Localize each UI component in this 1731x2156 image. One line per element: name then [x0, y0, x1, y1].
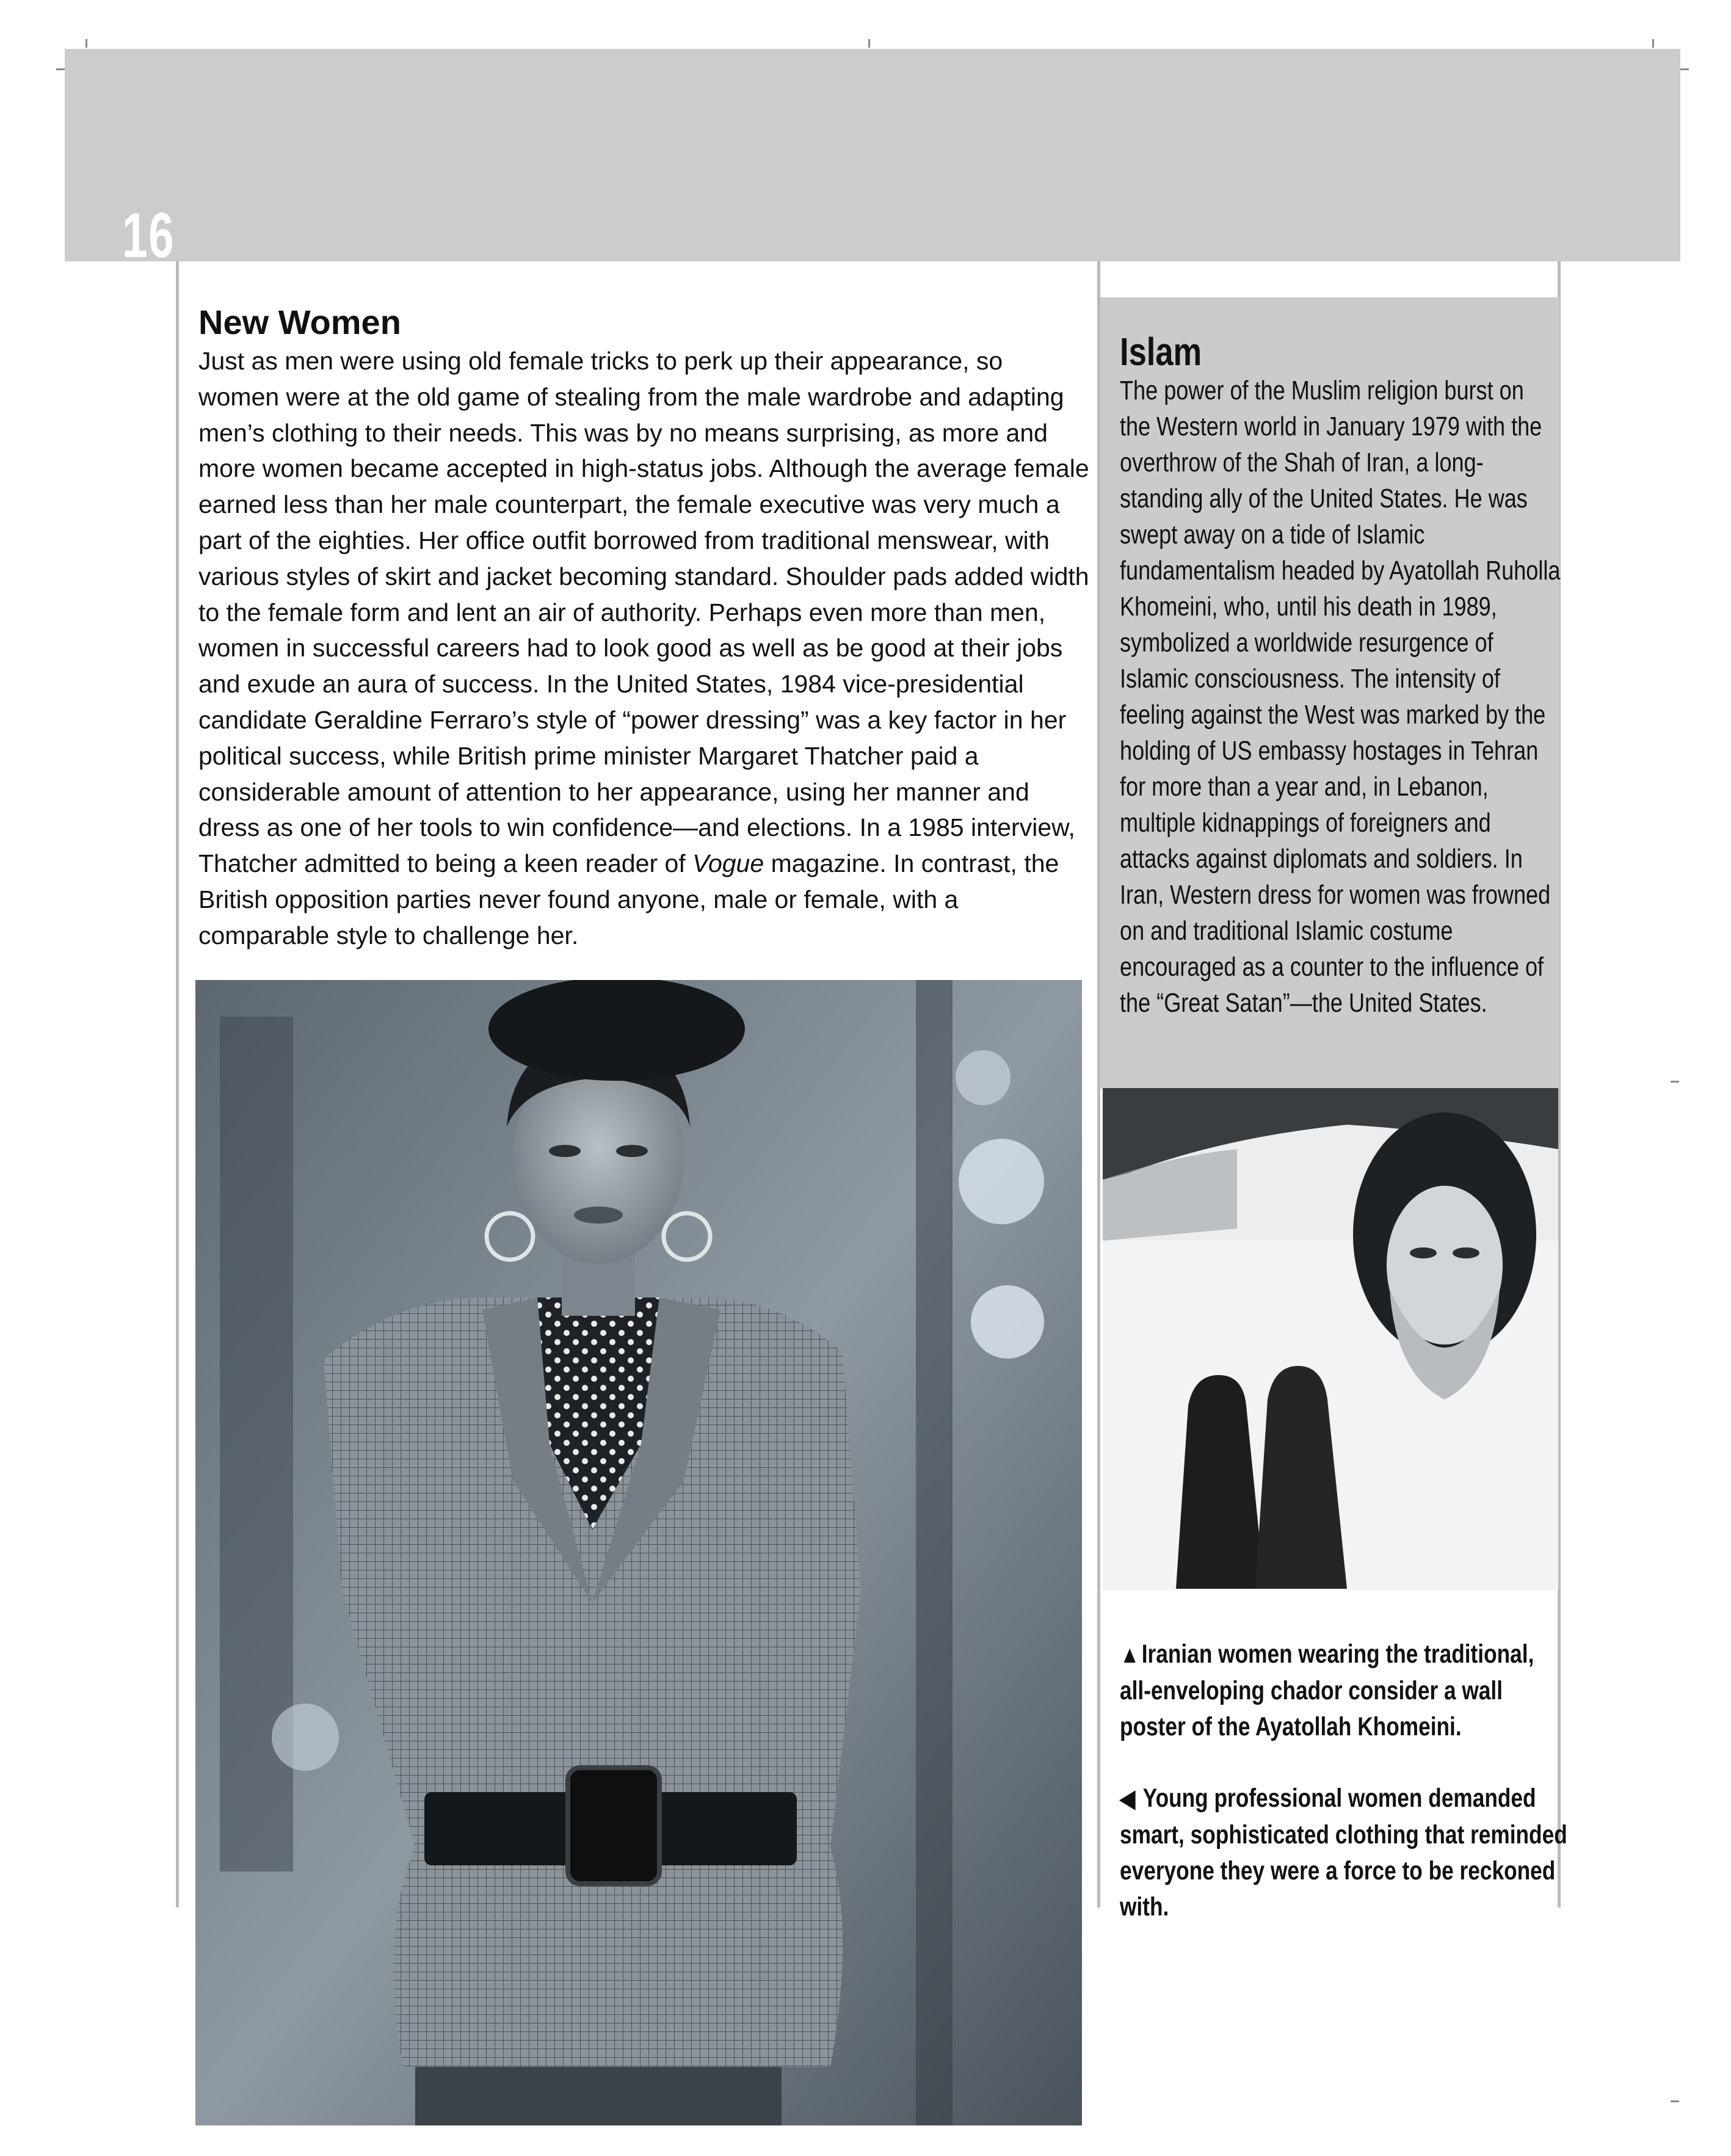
crop-mark	[56, 68, 65, 70]
crop-mark	[1671, 2100, 1679, 2102]
sidebar-text: The power of the Muslim religion burst on the Western world in January 1979 with the overthrow of the Shah of Iran, a long-standing ally of the United States. He was swept away on a tide of Islamic fundamentalism headed by Ayatollah Ruholla Khomeini, who, until his death in 1989, symbolized a worldwide resurgence of Islamic consciousness. The intensity of feeling against the West was marked by the holding of US embassy hostages in Tehran for more than a year and, in Lebanon, multiple kidnappings of foreigners and attacks against diplomats and soldiers. In Iran, Western dress for women was frowned on and traditional Islamic costume encouraged as a counter to the influence of the “Great Satan”—the United States.	[1120, 376, 1561, 1018]
crop-mark	[1652, 39, 1654, 48]
photo-professional-woman	[195, 980, 1082, 2125]
photo-iranian-women	[1103, 1088, 1558, 1590]
column-rule-left	[176, 261, 179, 1907]
article-title: New Women	[198, 303, 401, 341]
caption-iranian-women	[1120, 1636, 1568, 1745]
sidebar-body	[1120, 372, 1561, 1021]
crop-mark	[1671, 1081, 1679, 1083]
article-text: Just as men were using old female tricks to perk up their appearance, so women were at the old game of stealing from the male wardrobe and adapting men’s clothing to their needs. This was by no means surprising, as more and more women became accepted in high-status jobs. Although the average female earned less than her male counterpart, the female executive was very much a part of the eighties. Her office outfit borrowed from traditional menswear, with various styles of skirt and jacket becoming standard. Shoulder pads added width to the female form and lent an air of authority. Perhaps even more than men, women in successful careers had to look good as well as be good at their jobs and exude an aura of success. In the United States, 1984 vice-presidential candidate Geraldine Ferraro’s style of “power dressing” was a key factor in her political success, while British prime minister Margaret Thatcher paid a considerable amount of attention to her appearance, using her manner and dress as one of her tools to win confidence—and elections. In a 1985 interview, Thatcher admitted to being a keen reader of	[198, 347, 1089, 878]
triangle-up-icon: ▲	[1120, 1641, 1140, 1668]
crop-mark	[1680, 68, 1689, 70]
crop-mark	[868, 39, 870, 48]
caption-iran-text: Iranian women wearing the traditional, all-enveloping chador consider a wall poster of the Ayatollah Khomeini.	[1120, 1639, 1534, 1741]
header-band	[65, 49, 1680, 261]
magazine-name: Vogue	[692, 849, 764, 878]
crop-mark	[85, 39, 87, 48]
sidebar-title: Islam	[1120, 330, 1202, 374]
triangle-left-icon: ◀	[1120, 1785, 1136, 1812]
caption-professional-women	[1120, 1780, 1568, 1925]
article-text-end: magazine. In contrast, the British opposition parties never found anyone, male or female, with a comparable style to challenge her.	[198, 849, 1059, 949]
page-number: 16	[122, 200, 175, 271]
caption-woman-text: Young professional women demanded smart, sophisticated clothing that reminded everyone they were a force to be reckoned with.	[1120, 1784, 1567, 1922]
article-body	[198, 343, 1090, 954]
